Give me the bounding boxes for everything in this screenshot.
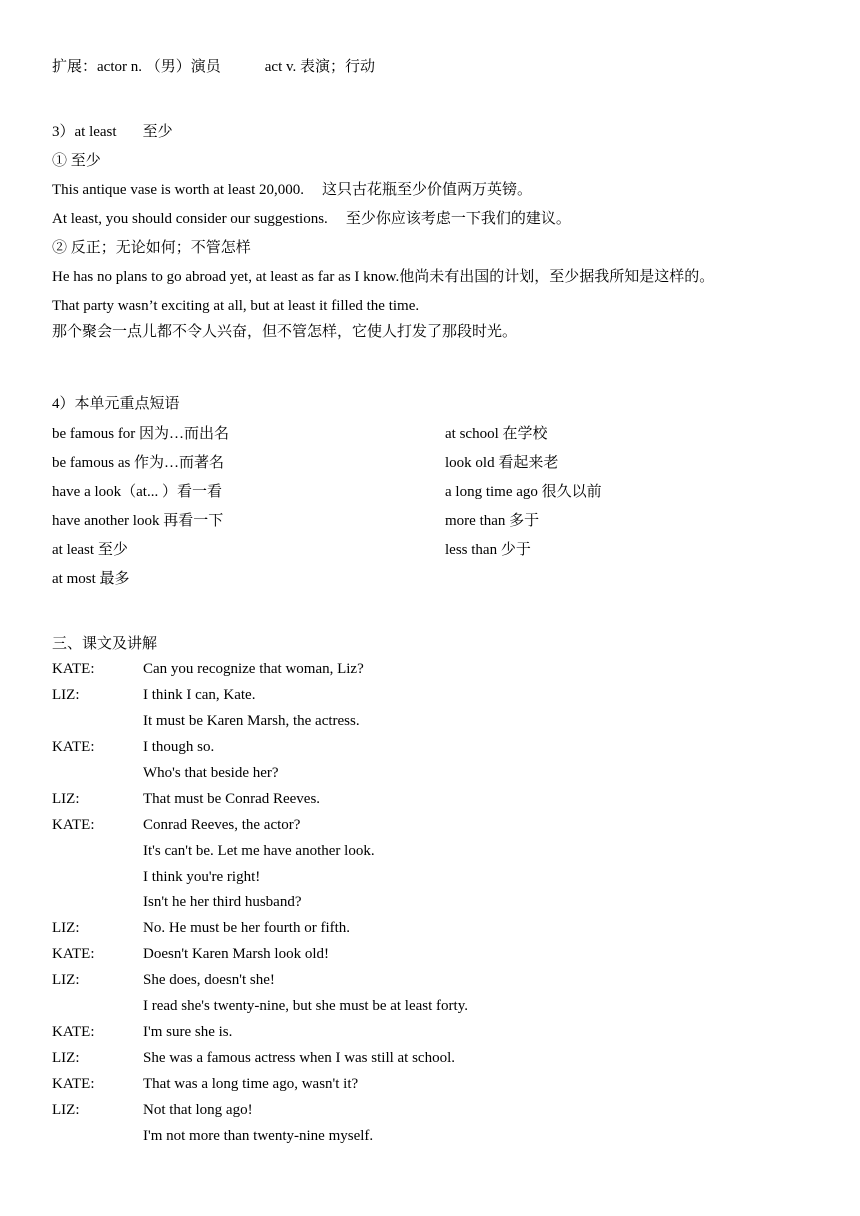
example-3: He has no plans to go abroad yet, at least as far as I know.他尚未有出国的计划，至少据我所知是这样的。 (52, 269, 715, 285)
dialogue-line: I think I can, Kate. (143, 687, 256, 703)
speaker-label: LIZ: (52, 920, 80, 936)
section4-heading: 4）本单元重点短语 (52, 396, 180, 412)
dialogue-line: I though so. (143, 739, 215, 755)
phrase-left: at least 至少 (52, 542, 128, 558)
section3-heading-cn: 至少 (142, 124, 173, 140)
speaker-label: KATE: (52, 661, 95, 677)
speaker-label: KATE: (52, 739, 95, 755)
speaker-label: KATE: (52, 817, 95, 833)
dialogue-line: That must be Conrad Reeves. (143, 791, 321, 807)
extension-item-actor: actor n. （男）演员 (97, 59, 221, 75)
dialogue-line: Doesn't Karen Marsh look old! (143, 946, 329, 962)
dialogue-line: Not that long ago! (143, 1102, 253, 1118)
speaker-label: LIZ: (52, 1102, 80, 1118)
dialogue-line: I'm not more than twenty-nine myself. (143, 1128, 374, 1144)
example-1 (52, 180, 532, 200)
speaker-label: KATE: (52, 1076, 95, 1092)
dialogue-line: I read she's twenty-nine, but she must be at least forty. (143, 998, 468, 1014)
example-1-en: This antique vase is worth at least 20,000. (52, 182, 305, 198)
speaker-label: LIZ: (52, 791, 80, 807)
example-2-cn: 至少你应该考虑一下我们的建议。 (345, 211, 571, 227)
phrase-right: less than 少于 (445, 542, 531, 558)
dialogue-line: She does, doesn't she! (143, 972, 275, 988)
phrase-left: at most 最多 (52, 571, 130, 587)
example-4-en: That party wasn’t exciting at all, but at least it filled the time. (52, 298, 420, 314)
dialogue-line: No. He must be her fourth or fifth. (143, 920, 351, 936)
phrase-left: be famous as 作为…而著名 (52, 455, 225, 471)
phrase-right: a long time ago 很久以前 (445, 484, 602, 500)
dialogue-line: Isn't he her third husband? (143, 894, 302, 910)
extension-prefix: 扩展： (52, 59, 98, 75)
dialogue-line: Who's that beside her? (143, 765, 279, 781)
phrase-right: at school 在学校 (445, 426, 548, 442)
dialogue-line: It's can't be. Let me have another look. (143, 843, 375, 859)
sense-2-label: ② 反正；无论如何；不管怎样 (52, 240, 251, 256)
dialogue-line: It must be Karen Marsh, the actress. (143, 713, 360, 729)
example-4-cn: 那个聚会一点儿都不令人兴奋，但不管怎样，它使人打发了那段时光。 (52, 324, 518, 340)
speaker-label: KATE: (52, 946, 95, 962)
phrase-right: look old 看起来老 (445, 455, 559, 471)
extension-line (52, 57, 375, 77)
section3-heading-en: 3）at least (52, 124, 117, 140)
dialogue-line: Conrad Reeves, the actor? (143, 817, 301, 833)
phrase-right: more than 多于 (445, 513, 540, 529)
speaker-label: LIZ: (52, 972, 80, 988)
example-2 (52, 209, 571, 229)
text-section-heading: 三、课文及讲解 (52, 636, 158, 652)
example-2-en: At least, you should consider our suggestions. (52, 211, 328, 227)
dialogue-line: Can you recognize that woman, Liz? (143, 661, 364, 677)
phrase-left: be famous for 因为…而出名 (52, 426, 230, 442)
phrase-left: have a look（at... ）看一看 (52, 484, 222, 500)
dialogue-line: That was a long time ago, wasn't it? (143, 1076, 359, 1092)
extension-item-act: act v. 表演；行动 (264, 59, 376, 75)
phrase-left: have another look 再看一下 (52, 513, 224, 529)
dialogue-line: I'm sure she is. (143, 1024, 233, 1040)
sense-1-label: ① 至少 (52, 153, 101, 169)
example-1-cn: 这只古花瓶至少价值两万英镑。 (322, 182, 533, 198)
speaker-label: KATE: (52, 1024, 95, 1040)
speaker-label: LIZ: (52, 1050, 80, 1066)
dialogue-line: She was a famous actress when I was still at school. (143, 1050, 456, 1066)
speaker-label: LIZ: (52, 687, 80, 703)
dialogue-line: I think you're right! (143, 869, 261, 885)
section3-heading (52, 122, 173, 142)
